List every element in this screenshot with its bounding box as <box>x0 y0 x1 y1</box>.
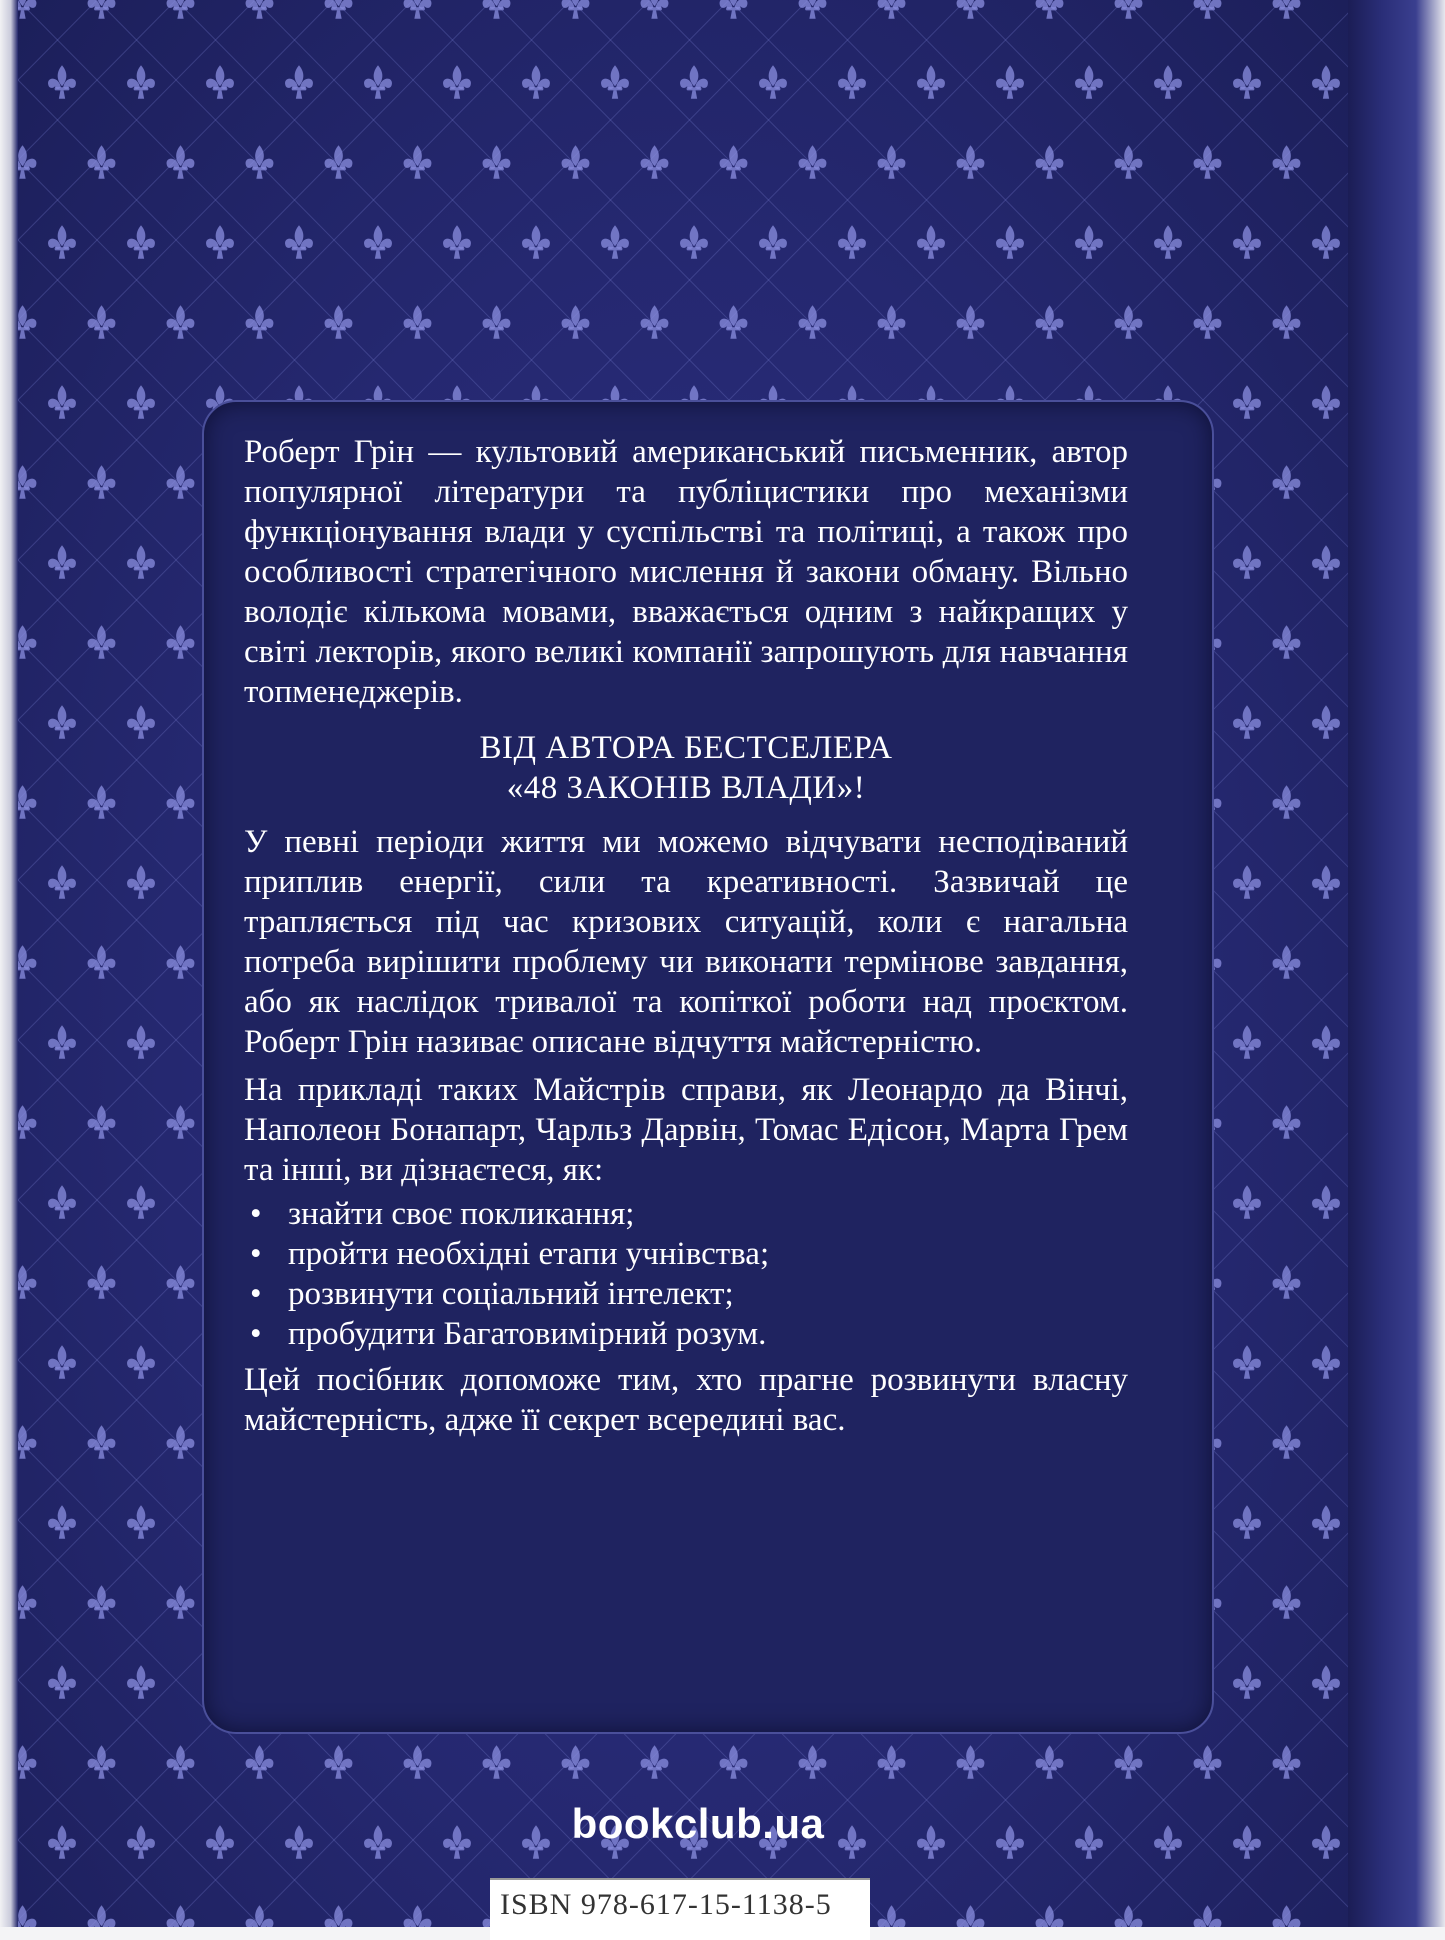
fleur-de-lis-icon <box>364 1825 392 1859</box>
fleur-de-lis-icon <box>246 1905 274 1927</box>
fleur-de-lis-icon <box>1075 225 1103 259</box>
fleur-de-lis-icon <box>404 0 432 19</box>
heading-line-1: ВІД АВТОРА БЕСТСЕЛЕРА <box>479 730 893 766</box>
fleur-de-lis-icon <box>1312 1505 1340 1539</box>
fleur-de-lis-icon <box>1194 0 1222 19</box>
fleur-de-lis-icon <box>1154 65 1182 99</box>
fleur-de-lis-icon <box>680 65 708 99</box>
fleur-de-lis-icon <box>127 225 155 259</box>
fleur-de-lis-icon <box>127 1345 155 1379</box>
fleur-de-lis-icon <box>127 1825 155 1859</box>
fleur-de-lis-icon <box>601 65 629 99</box>
fleur-de-lis-icon <box>246 0 274 19</box>
fleur-de-lis-icon <box>48 1665 76 1699</box>
fleur-de-lis-icon <box>1036 1905 1064 1927</box>
fleur-de-lis-icon <box>1312 705 1340 739</box>
fleur-de-lis-icon <box>917 225 945 259</box>
fleur-de-lis-icon <box>127 1505 155 1539</box>
fleur-de-lis-icon <box>127 1665 155 1699</box>
fleur-de-lis-icon <box>917 1825 945 1859</box>
list-item: • пройти необхідні етапи учнівства; <box>250 1236 770 1272</box>
fleur-de-lis-icon <box>1233 225 1261 259</box>
fleur-de-lis-icon <box>48 865 76 899</box>
fleur-de-lis-icon <box>285 65 313 99</box>
fleur-de-lis-icon <box>127 65 155 99</box>
fleur-de-lis-icon <box>48 1345 76 1379</box>
fleur-de-lis-icon <box>838 65 866 99</box>
fleur-de-lis-icon <box>325 0 353 19</box>
fleur-de-lis-icon <box>1154 225 1182 259</box>
fleur-de-lis-icon <box>48 385 76 419</box>
fleur-de-lis-icon <box>167 1905 195 1927</box>
fleur-de-lis-icon <box>878 0 906 19</box>
fleur-de-lis-icon <box>206 65 234 99</box>
skills-list <box>244 1194 1128 1354</box>
fleur-de-lis-icon <box>48 1185 76 1219</box>
fleur-de-lis-icon <box>996 225 1024 259</box>
fleur-de-lis-icon <box>206 225 234 259</box>
fleur-de-lis-icon <box>127 865 155 899</box>
fleur-de-lis-icon <box>1312 1345 1340 1379</box>
fleur-de-lis-icon <box>364 65 392 99</box>
fleur-de-lis-icon <box>1115 0 1143 19</box>
fleur-de-lis-icon <box>1194 1905 1222 1927</box>
fleur-de-lis-icon <box>1233 705 1261 739</box>
fleur-de-lis-icon <box>522 225 550 259</box>
heading-line-2: «48 ЗАКОНІВ ВЛАДИ»! <box>506 770 866 806</box>
fleur-de-lis-icon <box>878 1905 906 1927</box>
fleur-de-lis-icon <box>364 225 392 259</box>
fleur-de-lis-icon <box>1036 0 1064 19</box>
bullet-icon: • <box>250 1316 262 1352</box>
fleur-de-lis-icon <box>1233 1345 1261 1379</box>
bullet-icon: • <box>250 1236 262 1272</box>
fleur-de-lis-icon <box>1233 1505 1261 1539</box>
fleur-de-lis-icon <box>1312 1185 1340 1219</box>
fleur-de-lis-icon <box>443 65 471 99</box>
fleur-de-lis-icon <box>443 225 471 259</box>
list-item: • пробудити Багатовимірний розум. <box>250 1316 767 1352</box>
fleur-de-lis-icon <box>206 1825 234 1859</box>
fleur-de-lis-icon <box>1233 65 1261 99</box>
fleur-de-lis-icon <box>48 1825 76 1859</box>
fleur-de-lis-icon <box>1075 65 1103 99</box>
fleur-de-lis-icon <box>285 1825 313 1859</box>
fleur-de-lis-icon <box>1273 1905 1301 1927</box>
fleur-de-lis-icon <box>48 705 76 739</box>
fleur-de-lis-icon <box>48 545 76 579</box>
fleur-de-lis-icon <box>1312 1025 1340 1059</box>
fleur-de-lis-icon <box>641 0 669 19</box>
fleur-de-lis-icon <box>601 225 629 259</box>
fleur-de-lis-icon <box>1312 865 1340 899</box>
fleur-de-lis-icon <box>759 225 787 259</box>
fleur-de-lis-icon <box>48 1025 76 1059</box>
fleur-de-lis-icon <box>1312 225 1340 259</box>
fleur-de-lis-icon <box>127 1185 155 1219</box>
fleur-de-lis-icon <box>483 0 511 19</box>
fleur-de-lis-icon <box>443 1825 471 1859</box>
fleur-de-lis-icon <box>799 0 827 19</box>
fleur-de-lis-icon <box>1075 1825 1103 1859</box>
bullet-icon: • <box>250 1276 262 1312</box>
fleur-de-lis-icon <box>917 65 945 99</box>
fleur-de-lis-icon <box>167 0 195 19</box>
closing-paragraph: Цей посібник допоможе тим, хто прагне розвинути власну майстерність, адже її секрет всередині вас. <box>244 1362 1128 1438</box>
fleur-de-lis-icon <box>88 0 116 19</box>
fleur-de-lis-icon <box>1115 1905 1143 1927</box>
fleur-de-lis-icon <box>127 705 155 739</box>
fleur-de-lis-icon <box>1233 1025 1261 1059</box>
fleur-de-lis-icon <box>127 1025 155 1059</box>
fleur-de-lis-icon <box>325 1905 353 1927</box>
fleur-de-lis-icon <box>48 225 76 259</box>
fleur-de-lis-icon <box>680 225 708 259</box>
fleur-de-lis-icon <box>522 65 550 99</box>
fleur-de-lis-icon <box>285 225 313 259</box>
fleur-de-lis-icon <box>759 65 787 99</box>
fleur-de-lis-icon <box>1233 545 1261 579</box>
fleur-de-lis-icon <box>1273 0 1301 19</box>
bestseller-heading <box>244 728 1128 808</box>
bullet-icon: • <box>250 1196 262 1232</box>
examples-paragraph: На прикладі таких Майстрів справи, як Леонардо да Вінчі, Наполеон Бонапарт, Чарльз Дарвін, Томас Едісон, Марта Грем та інші, ви дізнаєтеся, як: <box>244 1072 1128 1188</box>
cover-left-edge <box>0 0 18 1927</box>
fleur-de-lis-icon <box>127 385 155 419</box>
fleur-de-lis-icon <box>18 1905 36 1927</box>
fleur-de-lis-icon <box>957 0 985 19</box>
publisher-website[interactable]: bookclub.ua <box>571 1800 825 1847</box>
fleur-de-lis-icon <box>88 1905 116 1927</box>
fleur-de-lis-icon <box>1233 1825 1261 1859</box>
fleur-de-lis-icon <box>127 545 155 579</box>
fleur-de-lis-icon <box>1233 1185 1261 1219</box>
list-item: • знайти своє покликання; <box>250 1196 635 1232</box>
fleur-de-lis-icon <box>1312 65 1340 99</box>
fleur-de-lis-icon <box>1312 385 1340 419</box>
fleur-de-lis-icon <box>838 225 866 259</box>
description-paragraph: У певні періоди життя ми можемо відчувати несподіваний приплив енергії, сили та креативності. Зазвичай це трапляється під час кризових ситуацій, коли є нагальна потреба вирішити проблему чи виконати термінове завдання, або як наслідок тривалої та копіткої роботи над проєктом. Роберт Грін називає описане відчуття майстерністю. <box>244 824 1128 1060</box>
fleur-de-lis-icon <box>522 1825 550 1859</box>
fleur-de-lis-icon <box>1312 1665 1340 1699</box>
fleur-de-lis-icon <box>957 1905 985 1927</box>
author-bio: Роберт Грін — культовий американський письменник, автор популярної літератури та публіцистики про механізми функціонування влади у суспільстві та політиці, а також про особливості стратегічного мислення й закони обману. Вільно володіє кількома мовами, вважається одним з найкращих у світі лекторів, якого великі компанії запрошують для навчання топменеджерів. <box>244 434 1128 710</box>
fleur-de-lis-icon <box>48 65 76 99</box>
fleur-de-lis-icon <box>1233 865 1261 899</box>
isbn-number: ISBN 978-617-15-1138-5 <box>500 1888 832 1921</box>
panel-text <box>244 432 1128 1440</box>
fleur-de-lis-icon <box>996 65 1024 99</box>
book-edge <box>1348 0 1445 1927</box>
list-item: • розвинути соціальний інтелект; <box>250 1276 734 1312</box>
fleur-de-lis-icon <box>996 1825 1024 1859</box>
fleur-de-lis-icon <box>720 0 748 19</box>
fleur-de-lis-icon <box>1154 1825 1182 1859</box>
fleur-de-lis-icon <box>1233 385 1261 419</box>
fleur-de-lis-icon <box>1233 1665 1261 1699</box>
fleur-de-lis-icon <box>1312 545 1340 579</box>
fleur-de-lis-icon <box>562 0 590 19</box>
fleur-de-lis-icon <box>48 1505 76 1539</box>
fleur-de-lis-icon <box>1312 1825 1340 1859</box>
fleur-de-lis-icon <box>404 1905 432 1927</box>
